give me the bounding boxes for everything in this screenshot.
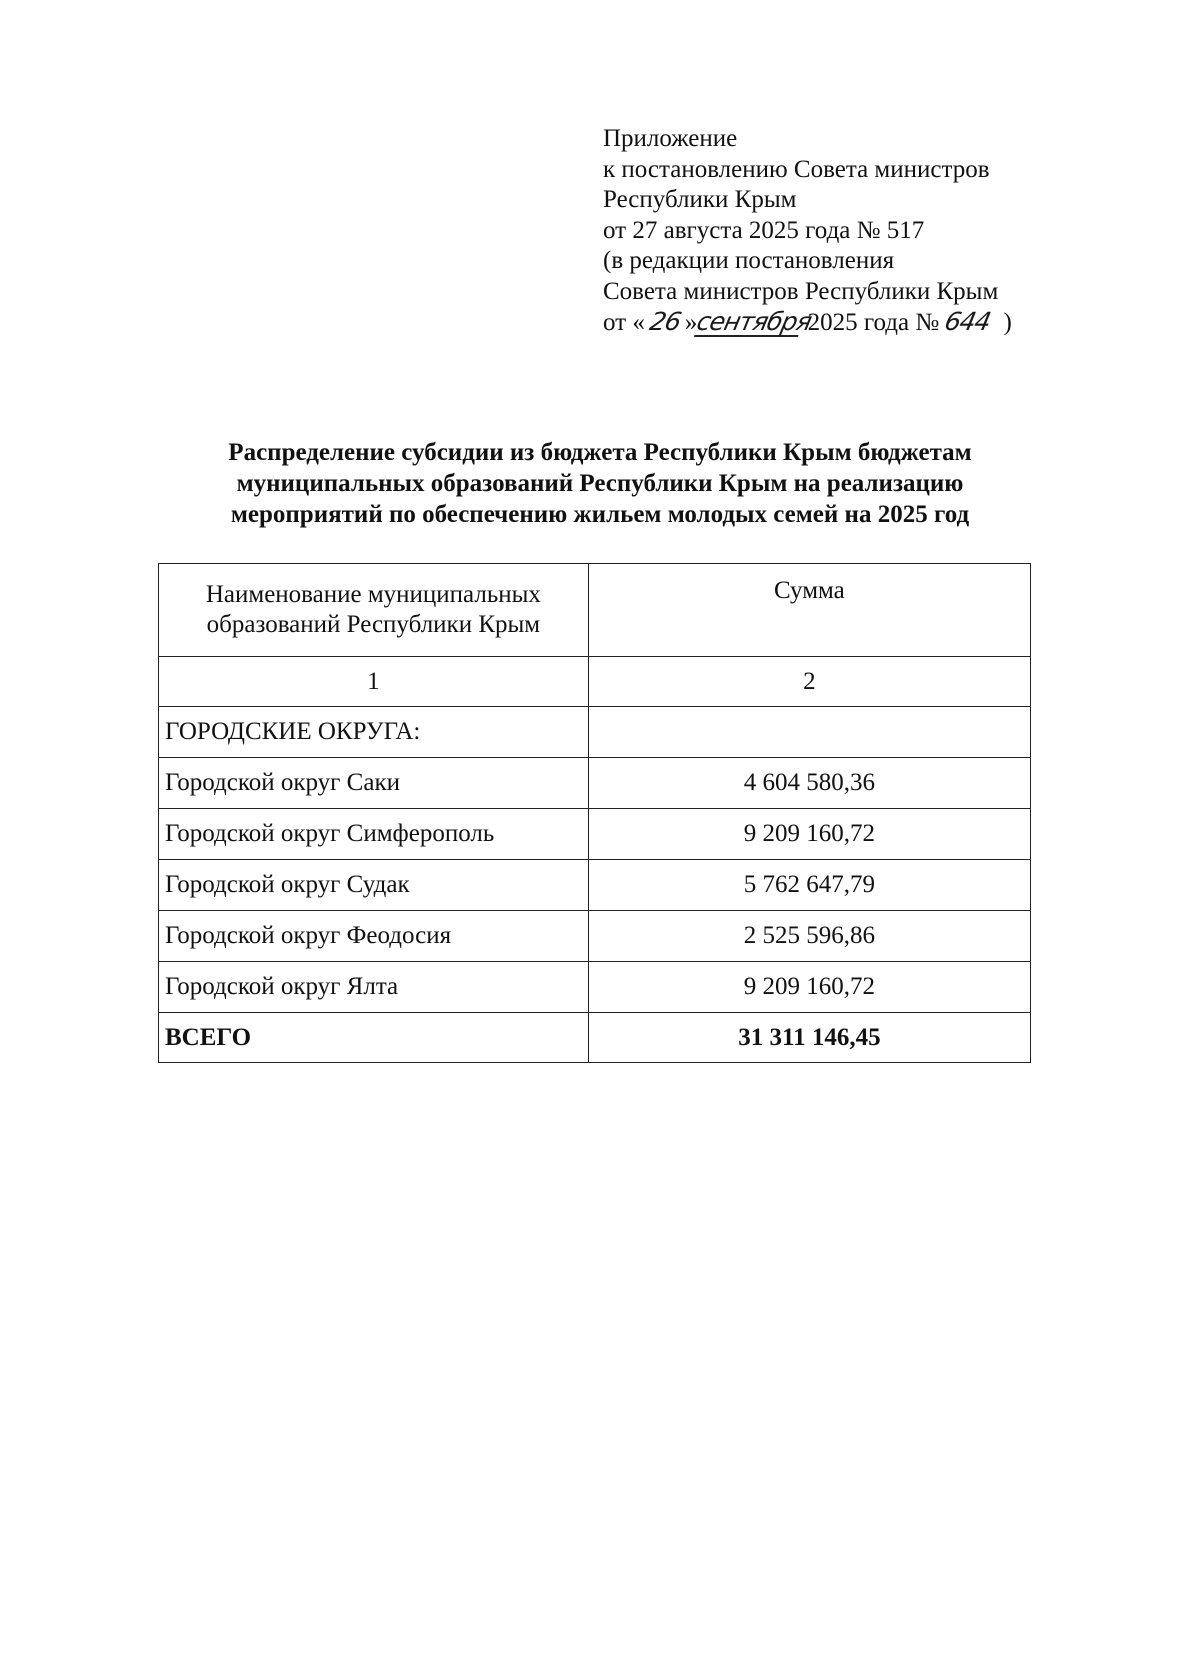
title-line-2: муниципальных образований Республики Крым на реализацию bbox=[236, 470, 964, 497]
handwritten-day: 26 bbox=[647, 307, 684, 336]
title-line-3: мероприятий по обеспечению жильем молодых семей на 2025 год bbox=[230, 501, 970, 528]
table-row bbox=[159, 911, 1031, 962]
municipality-name: Городской округ Симферополь bbox=[159, 809, 589, 860]
table-row bbox=[159, 758, 1031, 809]
appendix-original-date: от 27 августа 2025 года № 517 bbox=[603, 216, 925, 244]
appendix-council: Совета министров Республики Крым bbox=[603, 277, 999, 305]
section-label: ГОРОДСКИЕ ОКРУГА: bbox=[159, 707, 589, 758]
appendix-block bbox=[603, 124, 1123, 339]
amendment-suffix: ) bbox=[1003, 309, 1012, 336]
municipality-sum: 5 762 647,79 bbox=[588, 860, 1030, 911]
handwritten-number: 644 bbox=[942, 307, 994, 336]
municipality-sum: 9 209 160,72 bbox=[588, 962, 1030, 1013]
table-row bbox=[159, 962, 1031, 1013]
municipality-name: Городской округ Ялта bbox=[159, 962, 589, 1013]
table-row bbox=[159, 809, 1031, 860]
document-title bbox=[160, 437, 1040, 530]
appendix-edition-note: (в редакции постановления bbox=[603, 247, 895, 274]
municipality-sum: 9 209 160,72 bbox=[588, 809, 1030, 860]
title-line-1: Распределение субсидии из бюджета Республики Крым бюджетам bbox=[228, 439, 972, 466]
column-number-row bbox=[159, 657, 1031, 707]
municipality-sum: 4 604 580,36 bbox=[588, 758, 1030, 809]
header-municipality bbox=[159, 564, 589, 657]
amendment-year: 2025 года № bbox=[801, 309, 946, 336]
subsidy-table bbox=[158, 563, 1031, 1063]
column-number-2: 2 bbox=[588, 657, 1030, 707]
section-sum-empty bbox=[588, 707, 1030, 758]
municipality-name: Городской округ Саки bbox=[159, 758, 589, 809]
appendix-republic: Республики Крым bbox=[603, 186, 797, 213]
appendix-label: Приложение bbox=[603, 125, 738, 152]
amendment-prefix: от « bbox=[603, 309, 645, 336]
municipality-name: Городской округ Феодосия bbox=[159, 911, 589, 962]
section-row bbox=[159, 707, 1031, 758]
total-sum: 31 311 146,45 bbox=[588, 1013, 1030, 1063]
header-municipality-line-2: образований Республики Крым bbox=[206, 611, 541, 638]
municipality-name: Городской округ Судак bbox=[159, 860, 589, 911]
municipality-sum: 2 525 596,86 bbox=[588, 911, 1030, 962]
handwritten-month: сентября bbox=[694, 307, 815, 336]
header-sum: Сумма bbox=[588, 564, 1030, 657]
total-label: ВСЕГО bbox=[159, 1013, 589, 1063]
column-number-1: 1 bbox=[159, 657, 589, 707]
table-row bbox=[159, 860, 1031, 911]
appendix-resolution-ref: к постановлению Совета министров bbox=[603, 155, 990, 183]
table-header-row bbox=[159, 564, 1031, 657]
header-municipality-line-1: Наименование муниципальных bbox=[205, 581, 541, 608]
amendment-quote-close: » bbox=[684, 309, 698, 336]
appendix-amendment-date bbox=[603, 307, 1123, 339]
total-row bbox=[159, 1013, 1031, 1063]
